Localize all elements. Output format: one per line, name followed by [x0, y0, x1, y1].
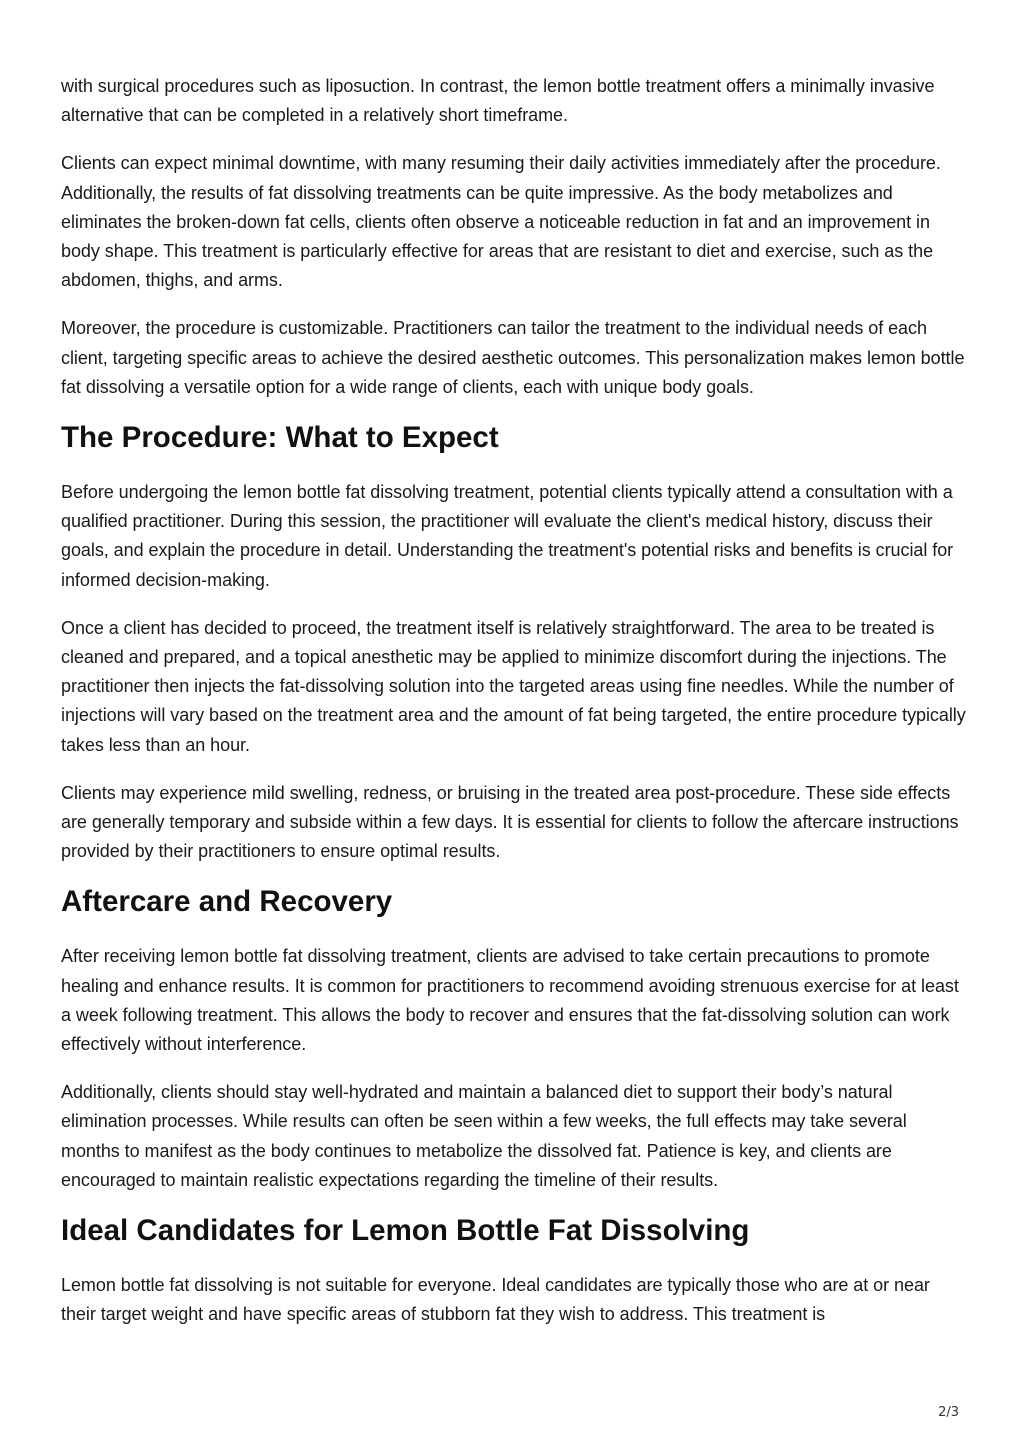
document-body — [61, 72, 966, 1349]
paragraph: Clients may experience mild swelling, redness, or bruising in the treated area post-procedure. These side effects are generally temporary and subside within a few days. It is essential for clients to follow the aftercare instructions provided by their practitioners to ensure optimal results. — [61, 782, 959, 862]
paragraph: Before undergoing the lemon bottle fat dissolving treatment, potential clients typically attend a consultation with a qualified practitioner. During this session, the practitioner will evaluate the client's medical history, discuss their goals, and explain the procedure in detail. Understanding the treatment's potential risks and benefits is crucial for informed decision-making. — [61, 482, 954, 590]
section-heading: The Procedure: What to Expect — [61, 421, 499, 455]
paragraph: Moreover, the procedure is customizable. Practitioners can tailor the treatment to the individual needs of each client, targeting specific areas to achieve the desired aesthetic outcomes. This personalization makes lemon bottle fat dissolving a versatile option for a wide range of clients, each with unique body goals. — [61, 318, 965, 397]
page-number: 2/3 — [938, 1405, 959, 1420]
paragraph: with surgical procedures such as liposuction. In contrast, the lemon bottle treatment offers a minimally invasive alternative that can be completed in a relatively short timeframe. — [61, 76, 935, 126]
paragraph: Lemon bottle fat dissolving is not suitable for everyone. Ideal candidates are typically those who are at or near their target weight and have specific areas of stubborn fat they wish to address. This treatment is — [61, 1275, 930, 1325]
paragraph: Additionally, clients should stay well-hydrated and maintain a balanced diet to support their body’s natural elimination processes. While results can often be seen within a few weeks, the full effects may take several months to manifest as the body continues to metabolize the dissolved fat. Patience is key, and clients are encouraged to maintain realistic expectations regarding the timeline of their results. — [61, 1082, 907, 1190]
section-heading: Ideal Candidates for Lemon Bottle Fat Dissolving — [61, 1214, 750, 1248]
section-heading: Aftercare and Recovery — [61, 885, 393, 919]
paragraph: Clients can expect minimal downtime, with many resuming their daily activities immediately after the procedure. Additionally, the results of fat dissolving treatments can be quite impressive. As the body metabolizes and eliminates the broken-down fat cells, clients often observe a noticeable reduction in fat and an improvement in body shape. This treatment is particularly effective for areas that are resistant to diet and exercise, such as the abdomen, thighs, and arms. — [61, 153, 941, 291]
paragraph: After receiving lemon bottle fat dissolving treatment, clients are advised to take certain precautions to promote healing and enhance results. It is common for practitioners to recommend avoiding strenuous exercise for at least a week following treatment. This allows the body to recover and ensures that the fat-dissolving solution can work effectively without interference. — [61, 946, 959, 1055]
paragraph: Once a client has decided to proceed, the treatment itself is relatively straightforward. The area to be treated is cleaned and prepared, and a topical anesthetic may be applied to minimize discomfort during the injections. The practitioner then injects the fat-dissolving solution into the targeted areas using fine needles. While the number of injections will vary based on the treatment area and the amount of fat being targeted, the entire procedure typically takes less than an hour. — [61, 617, 966, 755]
